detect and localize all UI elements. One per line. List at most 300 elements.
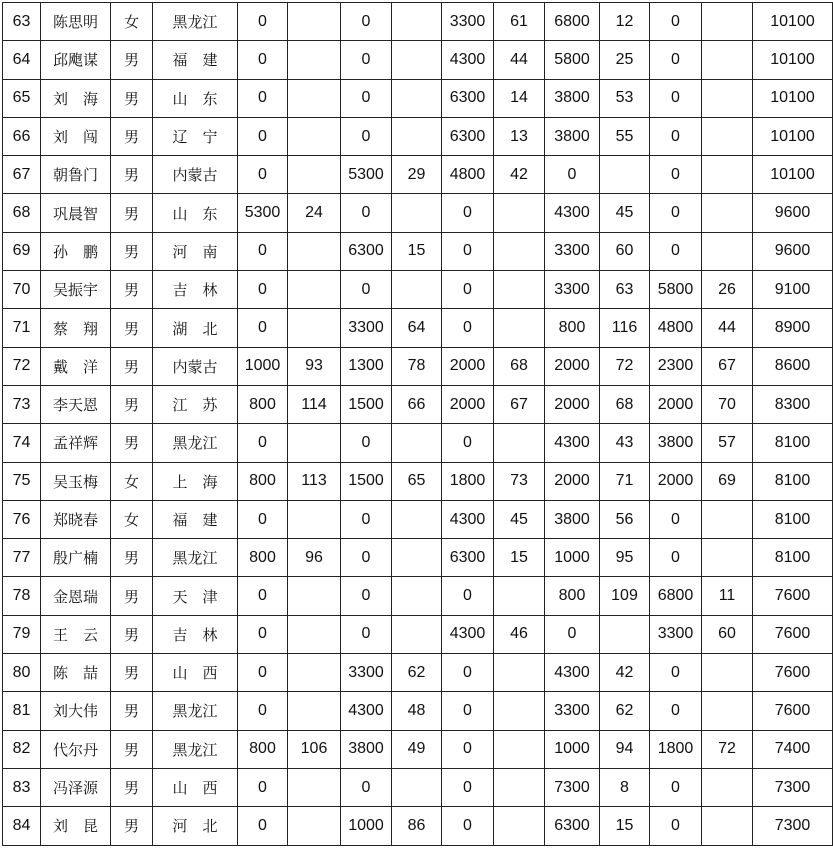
cell-score-4: 4300	[545, 424, 600, 462]
cell-score-3: 4300	[442, 500, 494, 538]
cell-rank-3	[494, 232, 545, 270]
cell-score-3: 4300	[442, 41, 494, 79]
cell-score-3: 0	[442, 271, 494, 309]
cell-score-5: 0	[650, 194, 702, 232]
cell-total: 7600	[753, 654, 833, 692]
table-row	[3, 347, 833, 385]
cell-rank-2: 65	[392, 462, 442, 500]
cell-total: 7600	[753, 692, 833, 730]
cell-rank-2	[392, 271, 442, 309]
cell-gender: 女	[111, 3, 153, 41]
cell-name: 刘大伟	[41, 692, 111, 730]
cell-rank-3: 68	[494, 347, 545, 385]
cell-rank-3	[494, 309, 545, 347]
cell-rank-1	[288, 692, 341, 730]
cell-score-2: 0	[341, 539, 392, 577]
cell-gender: 男	[111, 385, 153, 423]
cell-rank-1: 93	[288, 347, 341, 385]
cell-gender: 女	[111, 462, 153, 500]
cell-rank-4: 42	[600, 654, 650, 692]
table-row	[3, 807, 833, 845]
cell-score-4: 5800	[545, 41, 600, 79]
cell-name: 吴玉梅	[41, 462, 111, 500]
cell-rank-2: 86	[392, 807, 442, 845]
cell-score-3: 6300	[442, 539, 494, 577]
cell-rank-3	[494, 692, 545, 730]
cell-score-2: 0	[341, 194, 392, 232]
cell-score-3: 6300	[442, 79, 494, 117]
cell-score-1: 0	[238, 41, 288, 79]
cell-score-4: 3300	[545, 232, 600, 270]
cell-name: 刘 海	[41, 79, 111, 117]
cell-gender: 男	[111, 41, 153, 79]
cell-province: 湖 北	[153, 309, 238, 347]
cell-score-5: 0	[650, 500, 702, 538]
cell-rank-1	[288, 156, 341, 194]
cell-score-4: 6800	[545, 3, 600, 41]
cell-rank: 69	[3, 232, 41, 270]
cell-rank-5	[702, 807, 753, 845]
cell-total: 7600	[753, 577, 833, 615]
cell-score-1: 0	[238, 79, 288, 117]
cell-rank-1: 113	[288, 462, 341, 500]
cell-rank-5	[702, 232, 753, 270]
cell-score-3: 0	[442, 424, 494, 462]
cell-rank-2	[392, 539, 442, 577]
cell-score-1: 0	[238, 768, 288, 806]
cell-rank-4: 95	[600, 539, 650, 577]
cell-gender: 男	[111, 768, 153, 806]
cell-total: 10100	[753, 117, 833, 155]
cell-rank-3: 46	[494, 615, 545, 653]
cell-score-2: 0	[341, 41, 392, 79]
cell-total: 7300	[753, 807, 833, 845]
cell-gender: 男	[111, 232, 153, 270]
cell-rank-5	[702, 117, 753, 155]
cell-rank-5: 11	[702, 577, 753, 615]
cell-total: 8100	[753, 462, 833, 500]
table-row	[3, 539, 833, 577]
cell-rank-1	[288, 577, 341, 615]
cell-gender: 男	[111, 807, 153, 845]
cell-score-5: 2000	[650, 385, 702, 423]
cell-rank-2	[392, 577, 442, 615]
cell-rank-4: 55	[600, 117, 650, 155]
cell-score-2: 0	[341, 117, 392, 155]
cell-score-3: 1800	[442, 462, 494, 500]
table-row	[3, 730, 833, 768]
cell-province: 福 建	[153, 500, 238, 538]
cell-score-3: 0	[442, 768, 494, 806]
cell-rank-2	[392, 768, 442, 806]
cell-gender: 男	[111, 654, 153, 692]
cell-score-2: 1500	[341, 462, 392, 500]
cell-province: 山 西	[153, 654, 238, 692]
cell-gender: 男	[111, 156, 153, 194]
cell-rank-4: 71	[600, 462, 650, 500]
cell-rank-4: 109	[600, 577, 650, 615]
table-row	[3, 577, 833, 615]
cell-score-2: 4300	[341, 692, 392, 730]
cell-total: 8600	[753, 347, 833, 385]
cell-total: 8900	[753, 309, 833, 347]
cell-gender: 男	[111, 615, 153, 653]
cell-score-4: 7300	[545, 768, 600, 806]
cell-rank-4: 45	[600, 194, 650, 232]
cell-province: 福 建	[153, 41, 238, 79]
cell-rank-3: 13	[494, 117, 545, 155]
cell-province: 辽 宁	[153, 117, 238, 155]
cell-rank: 81	[3, 692, 41, 730]
table-row	[3, 232, 833, 270]
cell-rank-5	[702, 41, 753, 79]
cell-score-4: 800	[545, 577, 600, 615]
cell-rank-2: 64	[392, 309, 442, 347]
cell-score-5: 4800	[650, 309, 702, 347]
cell-name: 刘 闯	[41, 117, 111, 155]
cell-score-2: 1300	[341, 347, 392, 385]
cell-score-2: 3800	[341, 730, 392, 768]
cell-province: 河 南	[153, 232, 238, 270]
cell-total: 10100	[753, 3, 833, 41]
table-row	[3, 424, 833, 462]
cell-province: 黑龙江	[153, 692, 238, 730]
cell-rank-1: 96	[288, 539, 341, 577]
cell-rank-5: 60	[702, 615, 753, 653]
cell-score-4: 3800	[545, 500, 600, 538]
cell-score-5: 0	[650, 156, 702, 194]
cell-name: 冯泽源	[41, 768, 111, 806]
cell-rank: 74	[3, 424, 41, 462]
cell-rank-5: 67	[702, 347, 753, 385]
cell-name: 李天恩	[41, 385, 111, 423]
table-row	[3, 194, 833, 232]
cell-name: 代尔丹	[41, 730, 111, 768]
table-row	[3, 462, 833, 500]
cell-score-2: 3300	[341, 654, 392, 692]
cell-score-2: 3300	[341, 309, 392, 347]
cell-rank: 73	[3, 385, 41, 423]
cell-score-1: 0	[238, 232, 288, 270]
cell-rank-5	[702, 500, 753, 538]
cell-rank: 84	[3, 807, 41, 845]
cell-province: 内蒙古	[153, 347, 238, 385]
cell-score-5: 2300	[650, 347, 702, 385]
cell-rank-5	[702, 156, 753, 194]
cell-rank: 72	[3, 347, 41, 385]
table-row	[3, 309, 833, 347]
cell-rank: 77	[3, 539, 41, 577]
cell-rank-2	[392, 79, 442, 117]
cell-rank: 75	[3, 462, 41, 500]
cell-rank-3: 67	[494, 385, 545, 423]
cell-score-3: 0	[442, 807, 494, 845]
cell-rank-3	[494, 194, 545, 232]
cell-name: 殷广楠	[41, 539, 111, 577]
cell-score-1: 800	[238, 462, 288, 500]
cell-score-1: 0	[238, 156, 288, 194]
cell-province: 上 海	[153, 462, 238, 500]
cell-rank-1	[288, 117, 341, 155]
cell-gender: 男	[111, 347, 153, 385]
cell-gender: 男	[111, 730, 153, 768]
cell-rank: 64	[3, 41, 41, 79]
cell-score-4: 2000	[545, 385, 600, 423]
cell-rank-5: 70	[702, 385, 753, 423]
cell-name: 金恩瑞	[41, 577, 111, 615]
cell-rank-3	[494, 807, 545, 845]
cell-score-5: 0	[650, 41, 702, 79]
cell-score-1: 0	[238, 807, 288, 845]
cell-rank-5: 26	[702, 271, 753, 309]
cell-rank-4: 8	[600, 768, 650, 806]
cell-name: 孙 鹏	[41, 232, 111, 270]
cell-rank-2	[392, 117, 442, 155]
table-row	[3, 615, 833, 653]
cell-rank-4: 25	[600, 41, 650, 79]
cell-name: 陈思明	[41, 3, 111, 41]
cell-rank-3	[494, 768, 545, 806]
cell-score-5: 5800	[650, 271, 702, 309]
cell-rank: 67	[3, 156, 41, 194]
cell-total: 8300	[753, 385, 833, 423]
cell-score-4: 3800	[545, 79, 600, 117]
cell-rank-2	[392, 194, 442, 232]
cell-rank-1	[288, 807, 341, 845]
cell-score-1: 0	[238, 577, 288, 615]
cell-rank-5	[702, 3, 753, 41]
cell-score-4: 1000	[545, 730, 600, 768]
cell-province: 河 北	[153, 807, 238, 845]
cell-score-1: 800	[238, 385, 288, 423]
cell-score-2: 6300	[341, 232, 392, 270]
table-row	[3, 3, 833, 41]
cell-province: 黑龙江	[153, 3, 238, 41]
cell-score-4: 800	[545, 309, 600, 347]
cell-rank-1	[288, 768, 341, 806]
cell-rank: 80	[3, 654, 41, 692]
cell-province: 山 西	[153, 768, 238, 806]
cell-score-4: 2000	[545, 347, 600, 385]
cell-total: 8100	[753, 424, 833, 462]
cell-score-4: 4300	[545, 194, 600, 232]
cell-rank-1	[288, 41, 341, 79]
cell-rank-3: 61	[494, 3, 545, 41]
cell-score-4: 2000	[545, 462, 600, 500]
cell-score-1: 0	[238, 654, 288, 692]
cell-score-5: 0	[650, 539, 702, 577]
cell-rank-2: 62	[392, 654, 442, 692]
cell-rank-1: 114	[288, 385, 341, 423]
cell-total: 7300	[753, 768, 833, 806]
cell-rank-2: 66	[392, 385, 442, 423]
cell-rank-4: 53	[600, 79, 650, 117]
cell-score-5: 3300	[650, 615, 702, 653]
cell-score-2: 0	[341, 271, 392, 309]
cell-rank-4: 60	[600, 232, 650, 270]
cell-rank-1	[288, 309, 341, 347]
cell-score-3: 0	[442, 309, 494, 347]
cell-score-2: 0	[341, 424, 392, 462]
cell-rank-3: 73	[494, 462, 545, 500]
cell-rank-5: 72	[702, 730, 753, 768]
cell-rank: 78	[3, 577, 41, 615]
cell-gender: 男	[111, 424, 153, 462]
cell-score-4: 3300	[545, 271, 600, 309]
cell-province: 天 津	[153, 577, 238, 615]
table-row	[3, 768, 833, 806]
cell-score-3: 0	[442, 577, 494, 615]
cell-score-4: 0	[545, 615, 600, 653]
cell-rank: 71	[3, 309, 41, 347]
cell-score-2: 0	[341, 3, 392, 41]
cell-score-2: 0	[341, 615, 392, 653]
cell-score-1: 0	[238, 424, 288, 462]
cell-name: 戴 洋	[41, 347, 111, 385]
cell-total: 10100	[753, 156, 833, 194]
cell-rank-1	[288, 232, 341, 270]
cell-score-4: 3800	[545, 117, 600, 155]
cell-score-3: 2000	[442, 385, 494, 423]
cell-score-2: 5300	[341, 156, 392, 194]
cell-gender: 男	[111, 577, 153, 615]
cell-rank-3	[494, 577, 545, 615]
cell-rank-4: 68	[600, 385, 650, 423]
cell-name: 邱飑谋	[41, 41, 111, 79]
cell-rank-5	[702, 768, 753, 806]
cell-score-1: 0	[238, 309, 288, 347]
cell-name: 巩晨智	[41, 194, 111, 232]
cell-province: 黑龙江	[153, 539, 238, 577]
table-row	[3, 156, 833, 194]
cell-rank-1	[288, 79, 341, 117]
cell-rank-4: 63	[600, 271, 650, 309]
cell-rank-5	[702, 692, 753, 730]
cell-rank-5	[702, 194, 753, 232]
cell-score-5: 3800	[650, 424, 702, 462]
cell-score-4: 3300	[545, 692, 600, 730]
cell-total: 10100	[753, 41, 833, 79]
table-row	[3, 117, 833, 155]
cell-rank-2	[392, 615, 442, 653]
cell-score-5: 0	[650, 654, 702, 692]
cell-score-3: 4300	[442, 615, 494, 653]
cell-rank-5	[702, 79, 753, 117]
cell-rank-4	[600, 615, 650, 653]
cell-rank-3: 42	[494, 156, 545, 194]
cell-name: 孟祥辉	[41, 424, 111, 462]
table-row	[3, 500, 833, 538]
cell-total: 8100	[753, 539, 833, 577]
cell-name: 王 云	[41, 615, 111, 653]
cell-rank: 76	[3, 500, 41, 538]
cell-score-5: 6800	[650, 577, 702, 615]
cell-score-5: 1800	[650, 730, 702, 768]
cell-score-5: 0	[650, 692, 702, 730]
cell-total: 10100	[753, 79, 833, 117]
cell-gender: 男	[111, 692, 153, 730]
table-row	[3, 41, 833, 79]
cell-gender: 女	[111, 500, 153, 538]
cell-rank-1	[288, 654, 341, 692]
cell-score-3: 0	[442, 654, 494, 692]
cell-rank: 83	[3, 768, 41, 806]
cell-score-2: 1500	[341, 385, 392, 423]
cell-rank-4: 56	[600, 500, 650, 538]
cell-rank-5: 57	[702, 424, 753, 462]
cell-name: 蔡 翔	[41, 309, 111, 347]
cell-score-4: 0	[545, 156, 600, 194]
cell-province: 江 苏	[153, 385, 238, 423]
cell-score-1: 0	[238, 500, 288, 538]
cell-score-5: 0	[650, 232, 702, 270]
cell-rank-3	[494, 654, 545, 692]
cell-gender: 男	[111, 79, 153, 117]
cell-score-3: 0	[442, 730, 494, 768]
cell-rank-2	[392, 41, 442, 79]
cell-rank: 63	[3, 3, 41, 41]
cell-score-1: 0	[238, 3, 288, 41]
table-body	[3, 3, 833, 846]
cell-gender: 男	[111, 271, 153, 309]
cell-name: 郑晓春	[41, 500, 111, 538]
cell-rank-3	[494, 424, 545, 462]
cell-rank: 68	[3, 194, 41, 232]
cell-rank-4: 15	[600, 807, 650, 845]
cell-score-1: 800	[238, 730, 288, 768]
cell-province: 黑龙江	[153, 424, 238, 462]
table-row	[3, 692, 833, 730]
cell-rank-1: 106	[288, 730, 341, 768]
cell-score-4: 6300	[545, 807, 600, 845]
cell-score-2: 0	[341, 577, 392, 615]
ranking-table	[2, 2, 833, 846]
cell-rank: 65	[3, 79, 41, 117]
cell-rank: 82	[3, 730, 41, 768]
cell-rank-3: 15	[494, 539, 545, 577]
cell-rank-1	[288, 3, 341, 41]
cell-name: 朝鲁门	[41, 156, 111, 194]
cell-province: 吉 林	[153, 615, 238, 653]
cell-province: 吉 林	[153, 271, 238, 309]
cell-score-4: 4300	[545, 654, 600, 692]
cell-rank-3: 45	[494, 500, 545, 538]
cell-name: 陈 喆	[41, 654, 111, 692]
cell-score-1: 0	[238, 615, 288, 653]
cell-score-2: 0	[341, 79, 392, 117]
cell-rank-3: 14	[494, 79, 545, 117]
cell-total: 9600	[753, 194, 833, 232]
cell-score-1: 5300	[238, 194, 288, 232]
cell-score-1: 0	[238, 692, 288, 730]
cell-score-1: 0	[238, 271, 288, 309]
cell-score-5: 0	[650, 79, 702, 117]
table-row	[3, 385, 833, 423]
cell-rank-2: 15	[392, 232, 442, 270]
cell-rank-2	[392, 500, 442, 538]
cell-gender: 男	[111, 539, 153, 577]
cell-score-5: 0	[650, 768, 702, 806]
cell-score-5: 2000	[650, 462, 702, 500]
cell-score-3: 2000	[442, 347, 494, 385]
cell-rank-1	[288, 500, 341, 538]
cell-total: 7600	[753, 615, 833, 653]
cell-rank: 66	[3, 117, 41, 155]
cell-rank-4: 12	[600, 3, 650, 41]
cell-rank-2: 49	[392, 730, 442, 768]
cell-total: 9600	[753, 232, 833, 270]
cell-score-1: 0	[238, 117, 288, 155]
